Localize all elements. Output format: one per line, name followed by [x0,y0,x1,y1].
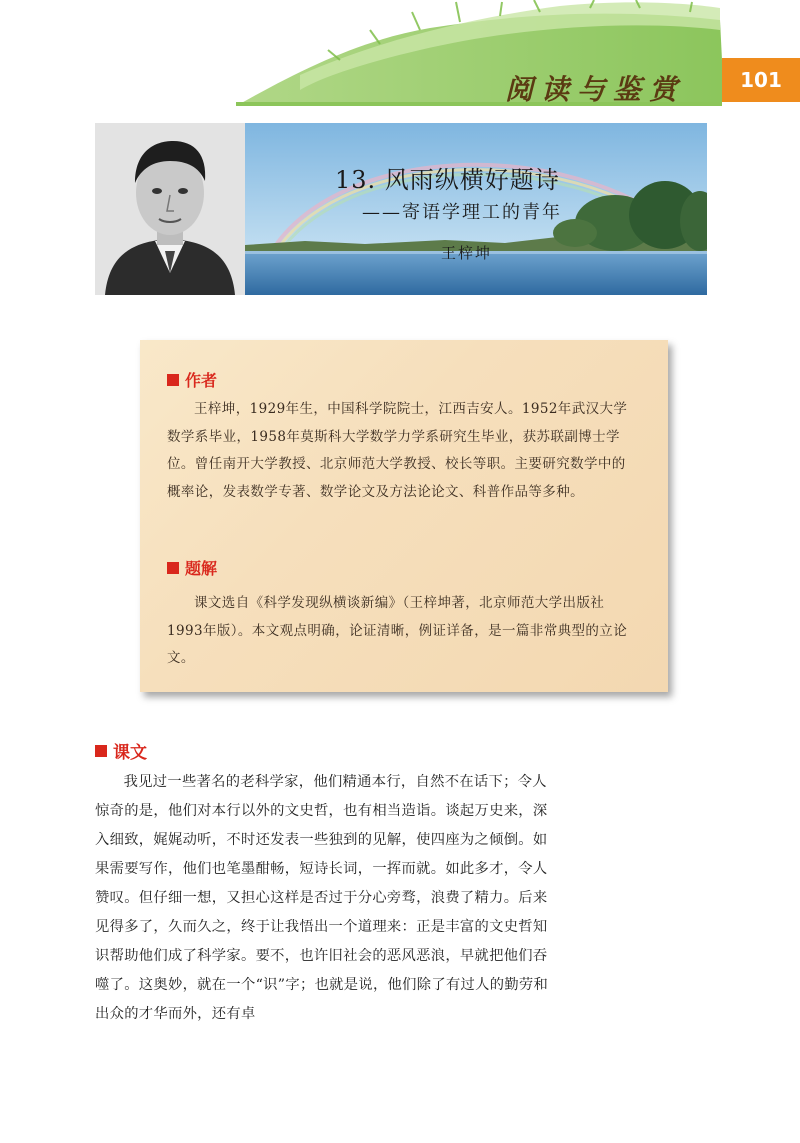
author-heading-label: 作者 [185,371,218,390]
lesson-subtitle: ——寄语学理工的青年 [362,202,562,223]
explanation-heading [167,556,217,579]
red-square-icon [167,562,179,574]
explanation-heading-label: 题解 [185,559,218,578]
main-text-paragraph: 我见过一些著名的老科学家，他们精通本行，自然不在话下；令人惊奇的是，他们对本行以外的文史哲，也有相当造诣。谈起万史来，深入细致，娓娓动听，不时还发表一些独到的见解，使四座为之倾倒。如果需要写作，他们也笔墨酣畅，短诗长词，一挥而就。如此多才，令人赞叹。但仔细一想，又担心这样是否过于分心旁骛，浪费了精力。后来见得多了，久而久之，终于让我悟出一个道理来：正是丰富的文史哲知识帮助他们成了科学家。要不，也许旧社会的恶风恶浪，早就把他们吞噬了。这奥妙，就在一个“识”字；也就是说，他们除了有过人的勤劳和出众的才华而外，还有卓 [95,774,549,1022]
red-square-icon [95,745,107,757]
page-number: 101 [722,58,800,102]
author-portrait [95,123,245,295]
section-title: 阅读与鉴赏 [505,73,686,106]
author-paragraph: 王梓坤，1929年生，中国科学院院士，江西吉安人。1952年武汉大学数学系毕业，1958年莫斯科大学数学力学系研究生毕业，获苏联副博士学位。曾任南开大学教授、北京师范大学教授、校长等职。主要研究数学中的概率论，发表数学专著、数学论文及方法论论文、科普作品等多种。 [167,401,628,500]
main-text-heading [95,738,147,763]
lesson-author: 王梓坤 [441,244,493,262]
author-heading [167,368,217,391]
red-square-icon [167,374,179,386]
author-info-box [140,340,668,692]
explanation-paragraph: 课文选自《科学发现纵横谈新编》（王梓坤著，北京师范大学出版社1993年版）。本文观点明确，论证清晰，例证详备，是一篇非常典型的立论文。 [167,595,628,666]
lesson-title: 13. 风雨纵横好题诗 [335,166,560,194]
main-heading-label: 课文 [113,743,147,763]
